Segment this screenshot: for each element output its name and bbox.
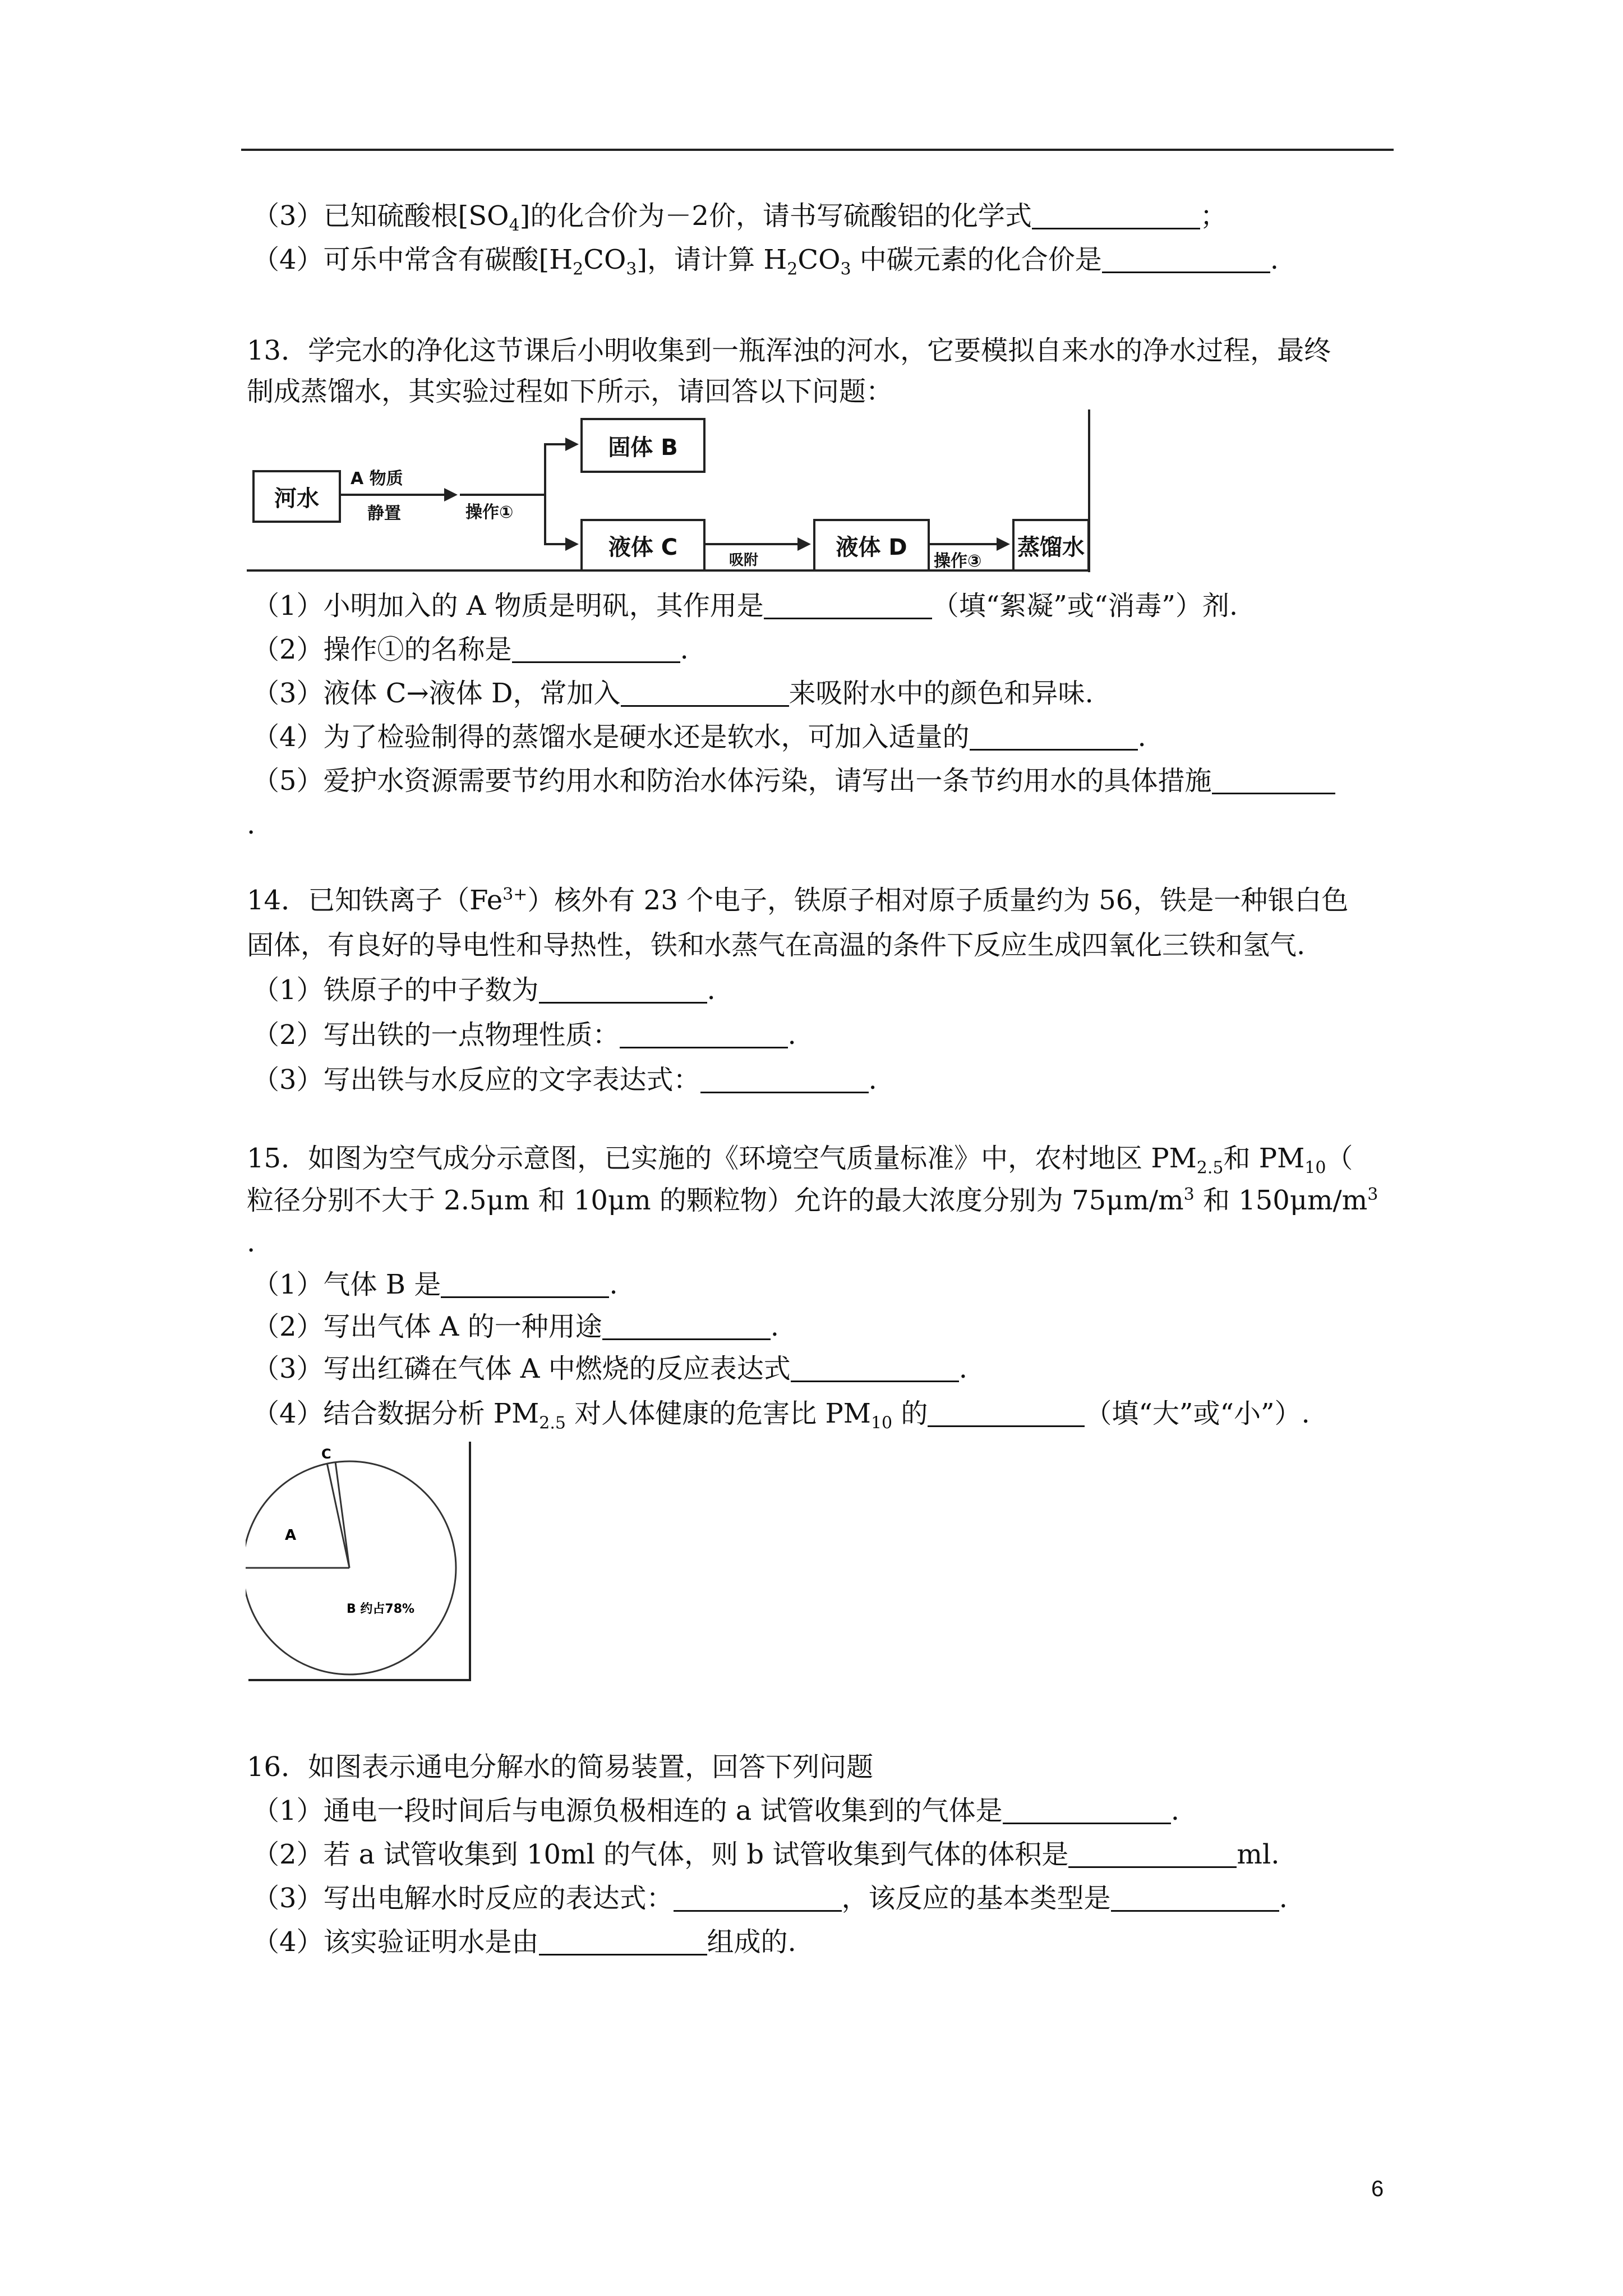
box-distilled-water: 蒸馏水	[1012, 519, 1090, 572]
label-op3: 操作③	[934, 551, 982, 571]
answer-blank[interactable]	[512, 637, 680, 663]
branch-feed	[460, 494, 544, 496]
label-settle: 静置	[367, 504, 401, 523]
page-number: 6	[1371, 2177, 1384, 2201]
arrow-head	[565, 438, 579, 451]
answer-blank[interactable]	[764, 593, 932, 619]
q16-stem: 16．如图表示通电分解水的简易装置，回答下列问题	[247, 1751, 874, 1783]
q13-part3: （3）液体 C→液体 D，常加入 来吸附水中的颜色和异味.	[252, 678, 1094, 709]
q13-part5-end: .	[247, 809, 256, 840]
label-substance-a: A 物质	[351, 469, 403, 489]
answer-blank[interactable]	[1212, 768, 1335, 794]
answer-blank[interactable]	[602, 1314, 771, 1340]
label-adsorb: 吸附	[729, 552, 759, 569]
answer-blank[interactable]	[791, 1356, 959, 1382]
q13-stem-line1: 13．学完水的净化这节课后小明收集到一瓶浑浊的河水，它要模拟自来水的净水过程，最终	[247, 335, 1331, 366]
q16-part3: （3）写出电解水时反应的表达式： ，该反应的基本类型是 .	[252, 1883, 1288, 1914]
q15-stem-line3: .	[247, 1227, 256, 1258]
box-liquid-c: 液体 C	[580, 519, 706, 572]
arrow-head	[797, 537, 811, 551]
arrow-line	[703, 543, 799, 545]
q14-part1: （1）铁原子的中子数为 .	[252, 974, 716, 1006]
answer-blank[interactable]	[1003, 1798, 1171, 1824]
answer-blank[interactable]	[1032, 203, 1200, 229]
water-purification-flowchart	[247, 409, 1094, 572]
answer-blank[interactable]	[1102, 247, 1270, 273]
pie-label-a: A	[285, 1527, 297, 1544]
answer-blank[interactable]	[970, 724, 1138, 751]
q15-part3: （3）写出红磷在气体 A 中燃烧的反应表达式 .	[252, 1353, 967, 1384]
q13-part5: （5）爱护水资源需要节约用水和防治水体污染，请写出一条节约用水的具体措施	[252, 764, 1408, 798]
q12-part4: （4）可乐中常含有碳酸$[H_2CO_3]$，请计算 $H_2CO_3$ 中碳元素的化合价是 .	[252, 244, 1279, 279]
q14-stem-line2: 固体，有良好的导电性和导热性，铁和水蒸气在高温的条件下反应生成四氧化三铁和氢气.	[247, 930, 1306, 961]
q15-part1: （1）气体 B 是 .	[252, 1269, 618, 1300]
arrow-head	[565, 537, 579, 551]
q13-part4: （4）为了检验制得的蒸馏水是硬水还是软水，可加入适量的 .	[252, 721, 1146, 753]
q15-stem-line2: 粒径分别不大于 2.5μm 和 10μm 的颗粒物）允许的最大浓度分别为 $75\mu m/m^3$ 和 $150\mu m/m^3$	[247, 1185, 1378, 1216]
arrow-line	[339, 494, 445, 496]
q16-part1: （1）通电一段时间后与电源负极相连的 a 试管收集到的气体是 .	[252, 1795, 1179, 1826]
box-liquid-d: 液体 D	[813, 519, 930, 572]
label-op1: 操作①	[465, 503, 514, 522]
answer-blank[interactable]	[621, 680, 789, 707]
q13-stem-line2: 制成蒸馏水，其实验过程如下所示，请回答以下问题：	[247, 376, 893, 407]
q15-part4: （4）结合数据分析 $PM_{2.5}$ 对人体健康的危害比 $PM_{10}$ 的 （填“大”或“小”）.	[252, 1398, 1310, 1433]
q16-part2: （2）若 a 试管收集到 10ml 的气体，则 b 试管收集到气体的体积是 ml.	[252, 1839, 1280, 1870]
q15-part2: （2）写出气体 A 的一种用途 .	[252, 1311, 779, 1342]
answer-blank[interactable]	[539, 977, 707, 1004]
q13-part1: （1）小明加入的 A 物质是明矾，其作用是 （填“絮凝”或“消毒”）剂.	[252, 590, 1238, 622]
q12-part3: （3）已知硫酸根$[SO_4]$的化合价为－2价，请书写硫酸铝的化学式 ；	[252, 200, 1227, 236]
answer-blank[interactable]	[1068, 1842, 1237, 1868]
arrow-head	[444, 488, 458, 501]
answer-blank[interactable]	[674, 1885, 842, 1912]
q13-part2: （2）操作①的名称是 .	[252, 634, 689, 665]
q16-part4: （4）该实验证明水是由 组成的.	[252, 1926, 796, 1958]
q14-stem-line1: 14．已知铁离子$(Fe^{3+})$核外有 23 个电子，铁原子相对原子质量约为 56，铁是一种银白色	[247, 885, 1349, 916]
q15-stem-line1: 15．如图为空气成分示意图，已实施的《环境空气质量标准》中，农村地区 $PM_{2.5}$和 $PM_{10}$（	[247, 1143, 1353, 1178]
header-rule	[241, 149, 1394, 151]
pie-label-c: C	[321, 1446, 331, 1462]
arrow-head	[997, 537, 1010, 551]
answer-blank[interactable]	[700, 1067, 869, 1093]
answer-blank[interactable]	[539, 1929, 707, 1955]
pie-label-b: B 约占78%	[347, 1602, 415, 1616]
answer-blank[interactable]	[928, 1401, 1085, 1427]
q14-part3: （3）写出铁与水反应的文字表达式： .	[252, 1064, 877, 1096]
branch-line	[544, 443, 546, 544]
arrow-line	[928, 543, 998, 545]
q14-part2: （2）写出铁的一点物理性质： .	[252, 1019, 796, 1051]
answer-blank[interactable]	[1111, 1885, 1279, 1912]
box-solid-b: 固体 B	[580, 418, 706, 473]
air-composition-pie-chart	[246, 1442, 476, 1688]
answer-blank[interactable]	[441, 1272, 609, 1298]
box-river-water: 河水	[252, 470, 341, 523]
answer-blank[interactable]	[620, 1022, 788, 1048]
